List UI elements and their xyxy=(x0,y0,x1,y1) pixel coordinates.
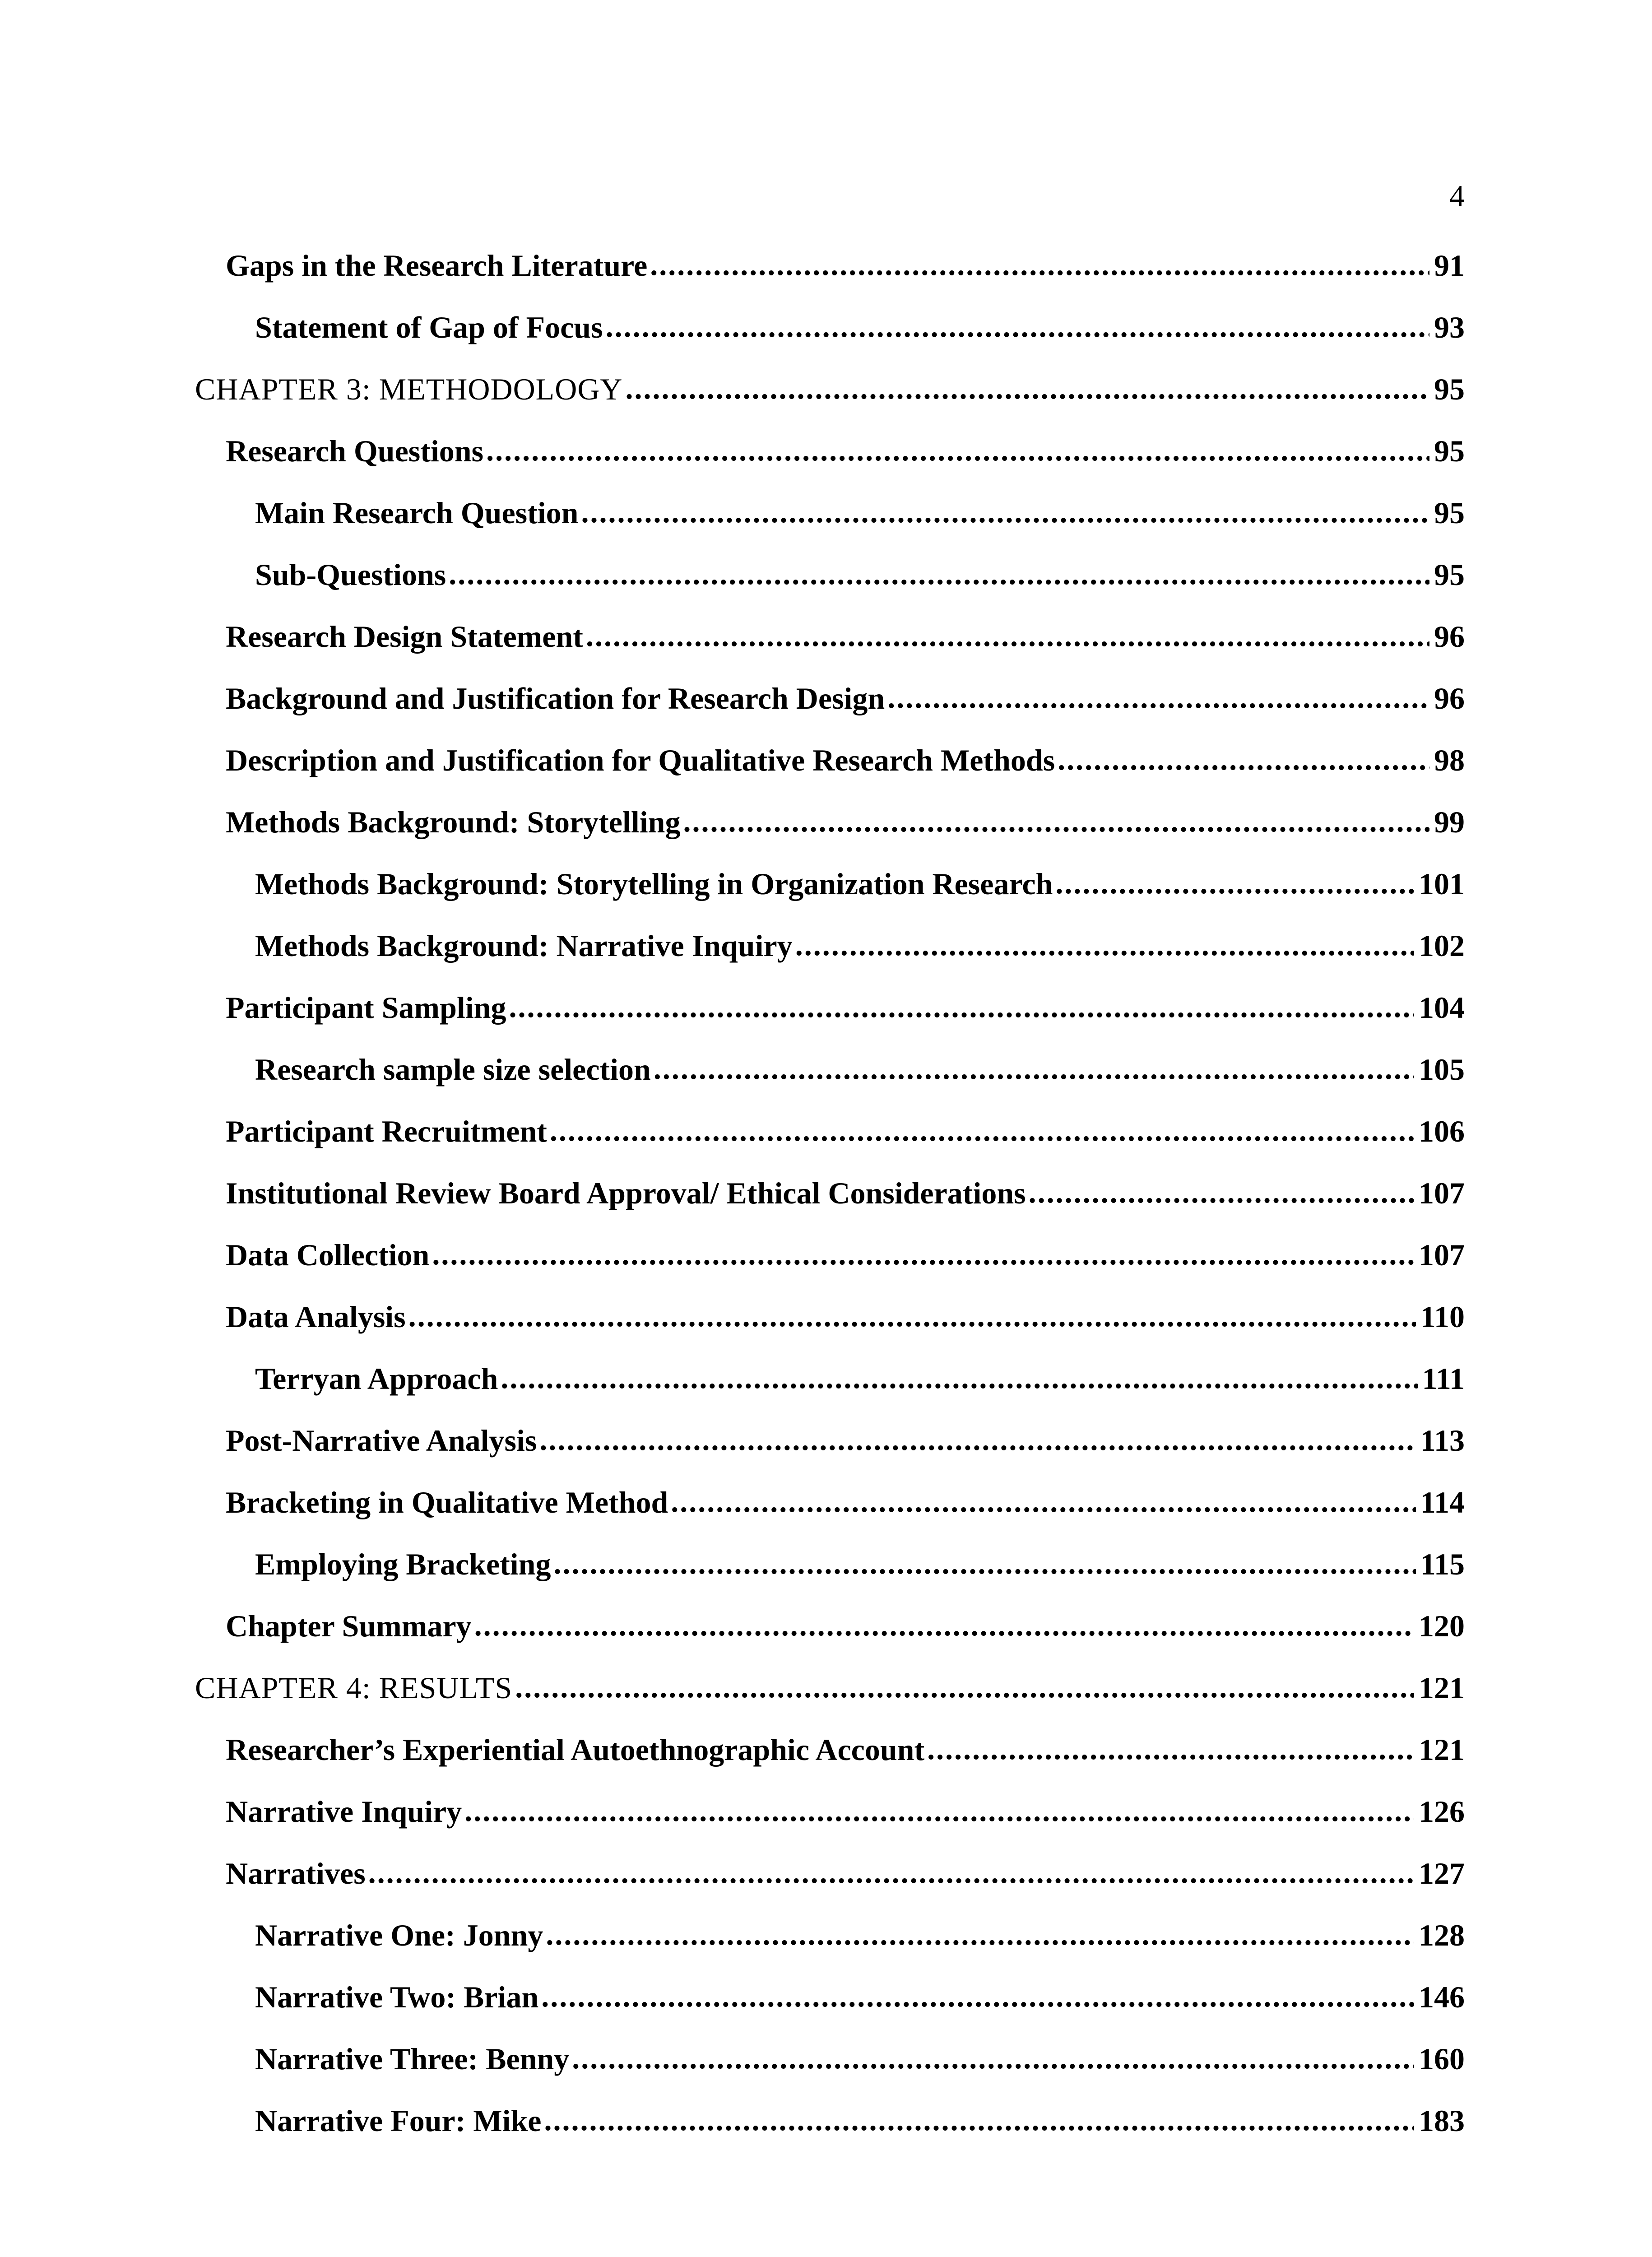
toc-entry xyxy=(255,528,1465,590)
toc-entry-page-number: 95 xyxy=(1434,496,1465,530)
toc-entry xyxy=(255,1332,1465,1394)
toc-entry-title: Research Questions xyxy=(226,434,484,468)
toc-entry-title: Participant Recruitment xyxy=(226,1114,547,1148)
toc-entry xyxy=(226,1765,1465,1827)
toc-entry-title: Researcher’s Experiential Autoethnographic Account xyxy=(226,1732,925,1767)
toc-entry-page-number: 93 xyxy=(1434,310,1465,344)
toc-entry-page-number: 160 xyxy=(1419,2042,1465,2076)
toc-entry xyxy=(226,590,1465,652)
toc-chapter-entry xyxy=(195,343,1465,404)
toc-dot-leader xyxy=(449,558,1429,590)
toc-entry-title: CHAPTER 4: RESULTS xyxy=(195,1671,513,1705)
toc-chapter-entry xyxy=(195,1641,1465,1703)
toc-dot-leader xyxy=(1055,868,1414,899)
toc-entry-page-number: 120 xyxy=(1419,1609,1465,1643)
toc-dot-leader xyxy=(606,311,1429,343)
toc-entry-page-number: 121 xyxy=(1419,1671,1465,1705)
toc-entry-title: Post-Narrative Analysis xyxy=(226,1423,537,1458)
toc-dot-leader xyxy=(546,1919,1414,1950)
toc-entry xyxy=(255,837,1465,899)
toc-entry-page-number: 99 xyxy=(1434,805,1465,839)
toc-entry-title: Narratives xyxy=(226,1856,366,1890)
toc-dot-leader xyxy=(795,929,1414,961)
toc-dot-leader xyxy=(671,1486,1415,1518)
toc-entry-page-number: 146 xyxy=(1419,1980,1465,2014)
toc-dot-leader xyxy=(544,2104,1414,2136)
toc-entry-page-number: 104 xyxy=(1419,990,1465,1025)
toc-entry-title: Employing Bracketing xyxy=(255,1547,551,1581)
toc-dot-leader xyxy=(581,497,1430,528)
toc-dot-leader xyxy=(501,1362,1417,1394)
toc-entry-page-number: 126 xyxy=(1419,1794,1465,1829)
toc-entry xyxy=(226,219,1465,281)
toc-entry-page-number: 95 xyxy=(1434,372,1465,406)
toc-entry-page-number: 111 xyxy=(1422,1361,1465,1396)
toc-entry xyxy=(255,1950,1465,2012)
toc-entry-title: Data Collection xyxy=(226,1238,430,1272)
toc-entry xyxy=(226,961,1465,1023)
toc-entry-page-number: 128 xyxy=(1419,1918,1465,1952)
toc-entry-title: Bracketing in Qualitative Method xyxy=(226,1485,668,1519)
toc-entry-page-number: 98 xyxy=(1434,743,1465,777)
toc-dot-leader xyxy=(464,1795,1414,1827)
toc-entry-title: Narrative Four: Mike xyxy=(255,2104,542,2138)
toc-entry-title: Narrative One: Jonny xyxy=(255,1918,543,1952)
toc-dot-leader xyxy=(1058,744,1429,776)
toc-dot-leader xyxy=(586,620,1429,652)
toc-entry-title: Terryan Approach xyxy=(255,1361,498,1396)
toc-entry xyxy=(226,1147,1465,1208)
toc-dot-leader xyxy=(509,991,1415,1023)
toc-entry xyxy=(255,1023,1465,1085)
toc-entry-page-number: 106 xyxy=(1419,1114,1465,1148)
toc-entry-page-number: 115 xyxy=(1420,1547,1465,1581)
toc-dot-leader xyxy=(515,1672,1414,1703)
toc-dot-leader xyxy=(432,1239,1414,1270)
toc-dot-leader xyxy=(539,1424,1415,1456)
toc-entry-title: Data Analysis xyxy=(226,1300,406,1334)
toc-entry xyxy=(226,1270,1465,1332)
toc-dot-leader xyxy=(626,373,1429,404)
toc-dot-leader xyxy=(474,1610,1414,1641)
toc-entry xyxy=(255,2012,1465,2074)
toc-entry xyxy=(255,466,1465,528)
toc-entry-page-number: 127 xyxy=(1419,1856,1465,1890)
toc-entry-title: Chapter Summary xyxy=(226,1609,472,1643)
toc-dot-leader xyxy=(486,435,1429,466)
toc-dot-leader xyxy=(554,1548,1416,1579)
toc-entry-title: Background and Justification for Research Design xyxy=(226,681,885,715)
toc-entry xyxy=(226,1579,1465,1641)
toc-dot-leader xyxy=(550,1115,1414,1147)
toc-entry xyxy=(226,1085,1465,1147)
toc-entry-page-number: 101 xyxy=(1419,867,1465,901)
toc-entry xyxy=(255,1889,1465,1950)
toc-dot-leader xyxy=(654,1053,1414,1085)
toc-entry-page-number: 107 xyxy=(1419,1238,1465,1272)
toc-entry xyxy=(226,1703,1465,1765)
toc-entry xyxy=(226,1456,1465,1518)
toc-entry-page-number: 95 xyxy=(1434,557,1465,592)
toc-entry-title: Research Design Statement xyxy=(226,619,583,654)
toc-entry-title: Narrative Three: Benny xyxy=(255,2042,570,2076)
toc-entry xyxy=(255,2074,1465,2136)
toc-entry xyxy=(226,776,1465,837)
toc-entry-page-number: 105 xyxy=(1419,1052,1465,1087)
toc-dot-leader xyxy=(408,1300,1416,1332)
toc-entry-page-number: 95 xyxy=(1434,434,1465,468)
toc-dot-leader xyxy=(541,1981,1414,2012)
page-number: 4 xyxy=(1449,179,1465,213)
toc-dot-leader xyxy=(683,806,1429,837)
toc-entry-title: Research sample size selection xyxy=(255,1052,651,1087)
toc-dot-leader xyxy=(927,1733,1414,1765)
toc-entry-title: Methods Background: Storytelling in Organization Research xyxy=(255,867,1053,901)
toc-dot-leader xyxy=(650,249,1429,281)
toc-dot-leader xyxy=(368,1857,1414,1889)
toc-entry-page-number: 102 xyxy=(1419,929,1465,963)
toc-entry-page-number: 96 xyxy=(1434,619,1465,654)
toc-entry xyxy=(226,1394,1465,1456)
toc-entry xyxy=(255,281,1465,343)
toc-entry-page-number: 96 xyxy=(1434,681,1465,715)
toc-dot-leader xyxy=(887,682,1429,714)
toc-entry-page-number: 121 xyxy=(1419,1732,1465,1767)
toc-entry-page-number: 114 xyxy=(1420,1485,1465,1519)
toc-entry xyxy=(226,1208,1465,1270)
toc-entry-title: Institutional Review Board Approval/ Ethical Considerations xyxy=(226,1176,1026,1210)
toc-entry-title: Description and Justification for Qualitative Research Methods xyxy=(226,743,1055,777)
toc-entry-title: Methods Background: Narrative Inquiry xyxy=(255,929,793,963)
toc-entry-page-number: 110 xyxy=(1420,1300,1465,1334)
toc-entry xyxy=(226,714,1465,776)
toc-entry xyxy=(255,1518,1465,1579)
toc-entry-page-number: 107 xyxy=(1419,1176,1465,1210)
toc-entry xyxy=(226,652,1465,714)
toc-entry-title: Participant Sampling xyxy=(226,990,506,1025)
toc-entry-page-number: 113 xyxy=(1420,1423,1465,1458)
toc-entry-page-number: 183 xyxy=(1419,2104,1465,2138)
toc-entry xyxy=(255,899,1465,961)
toc-dot-leader xyxy=(572,2043,1414,2074)
toc-entry-title: Narrative Inquiry xyxy=(226,1794,462,1829)
toc-entry xyxy=(226,1827,1465,1889)
toc-dot-leader xyxy=(1029,1177,1414,1208)
toc-entry-page-number: 91 xyxy=(1434,248,1465,283)
toc-entry-title: Main Research Question xyxy=(255,496,579,530)
toc-entry-title: Sub-Questions xyxy=(255,557,446,592)
toc-entry-title: CHAPTER 3: METHODOLOGY xyxy=(195,372,623,406)
toc-entry-title: Gaps in the Research Literature xyxy=(226,248,648,283)
toc-entry-title: Narrative Two: Brian xyxy=(255,1980,539,2014)
toc-entry-title: Statement of Gap of Focus xyxy=(255,310,603,344)
toc-entry-title: Methods Background: Storytelling xyxy=(226,805,681,839)
toc-entry xyxy=(226,404,1465,466)
